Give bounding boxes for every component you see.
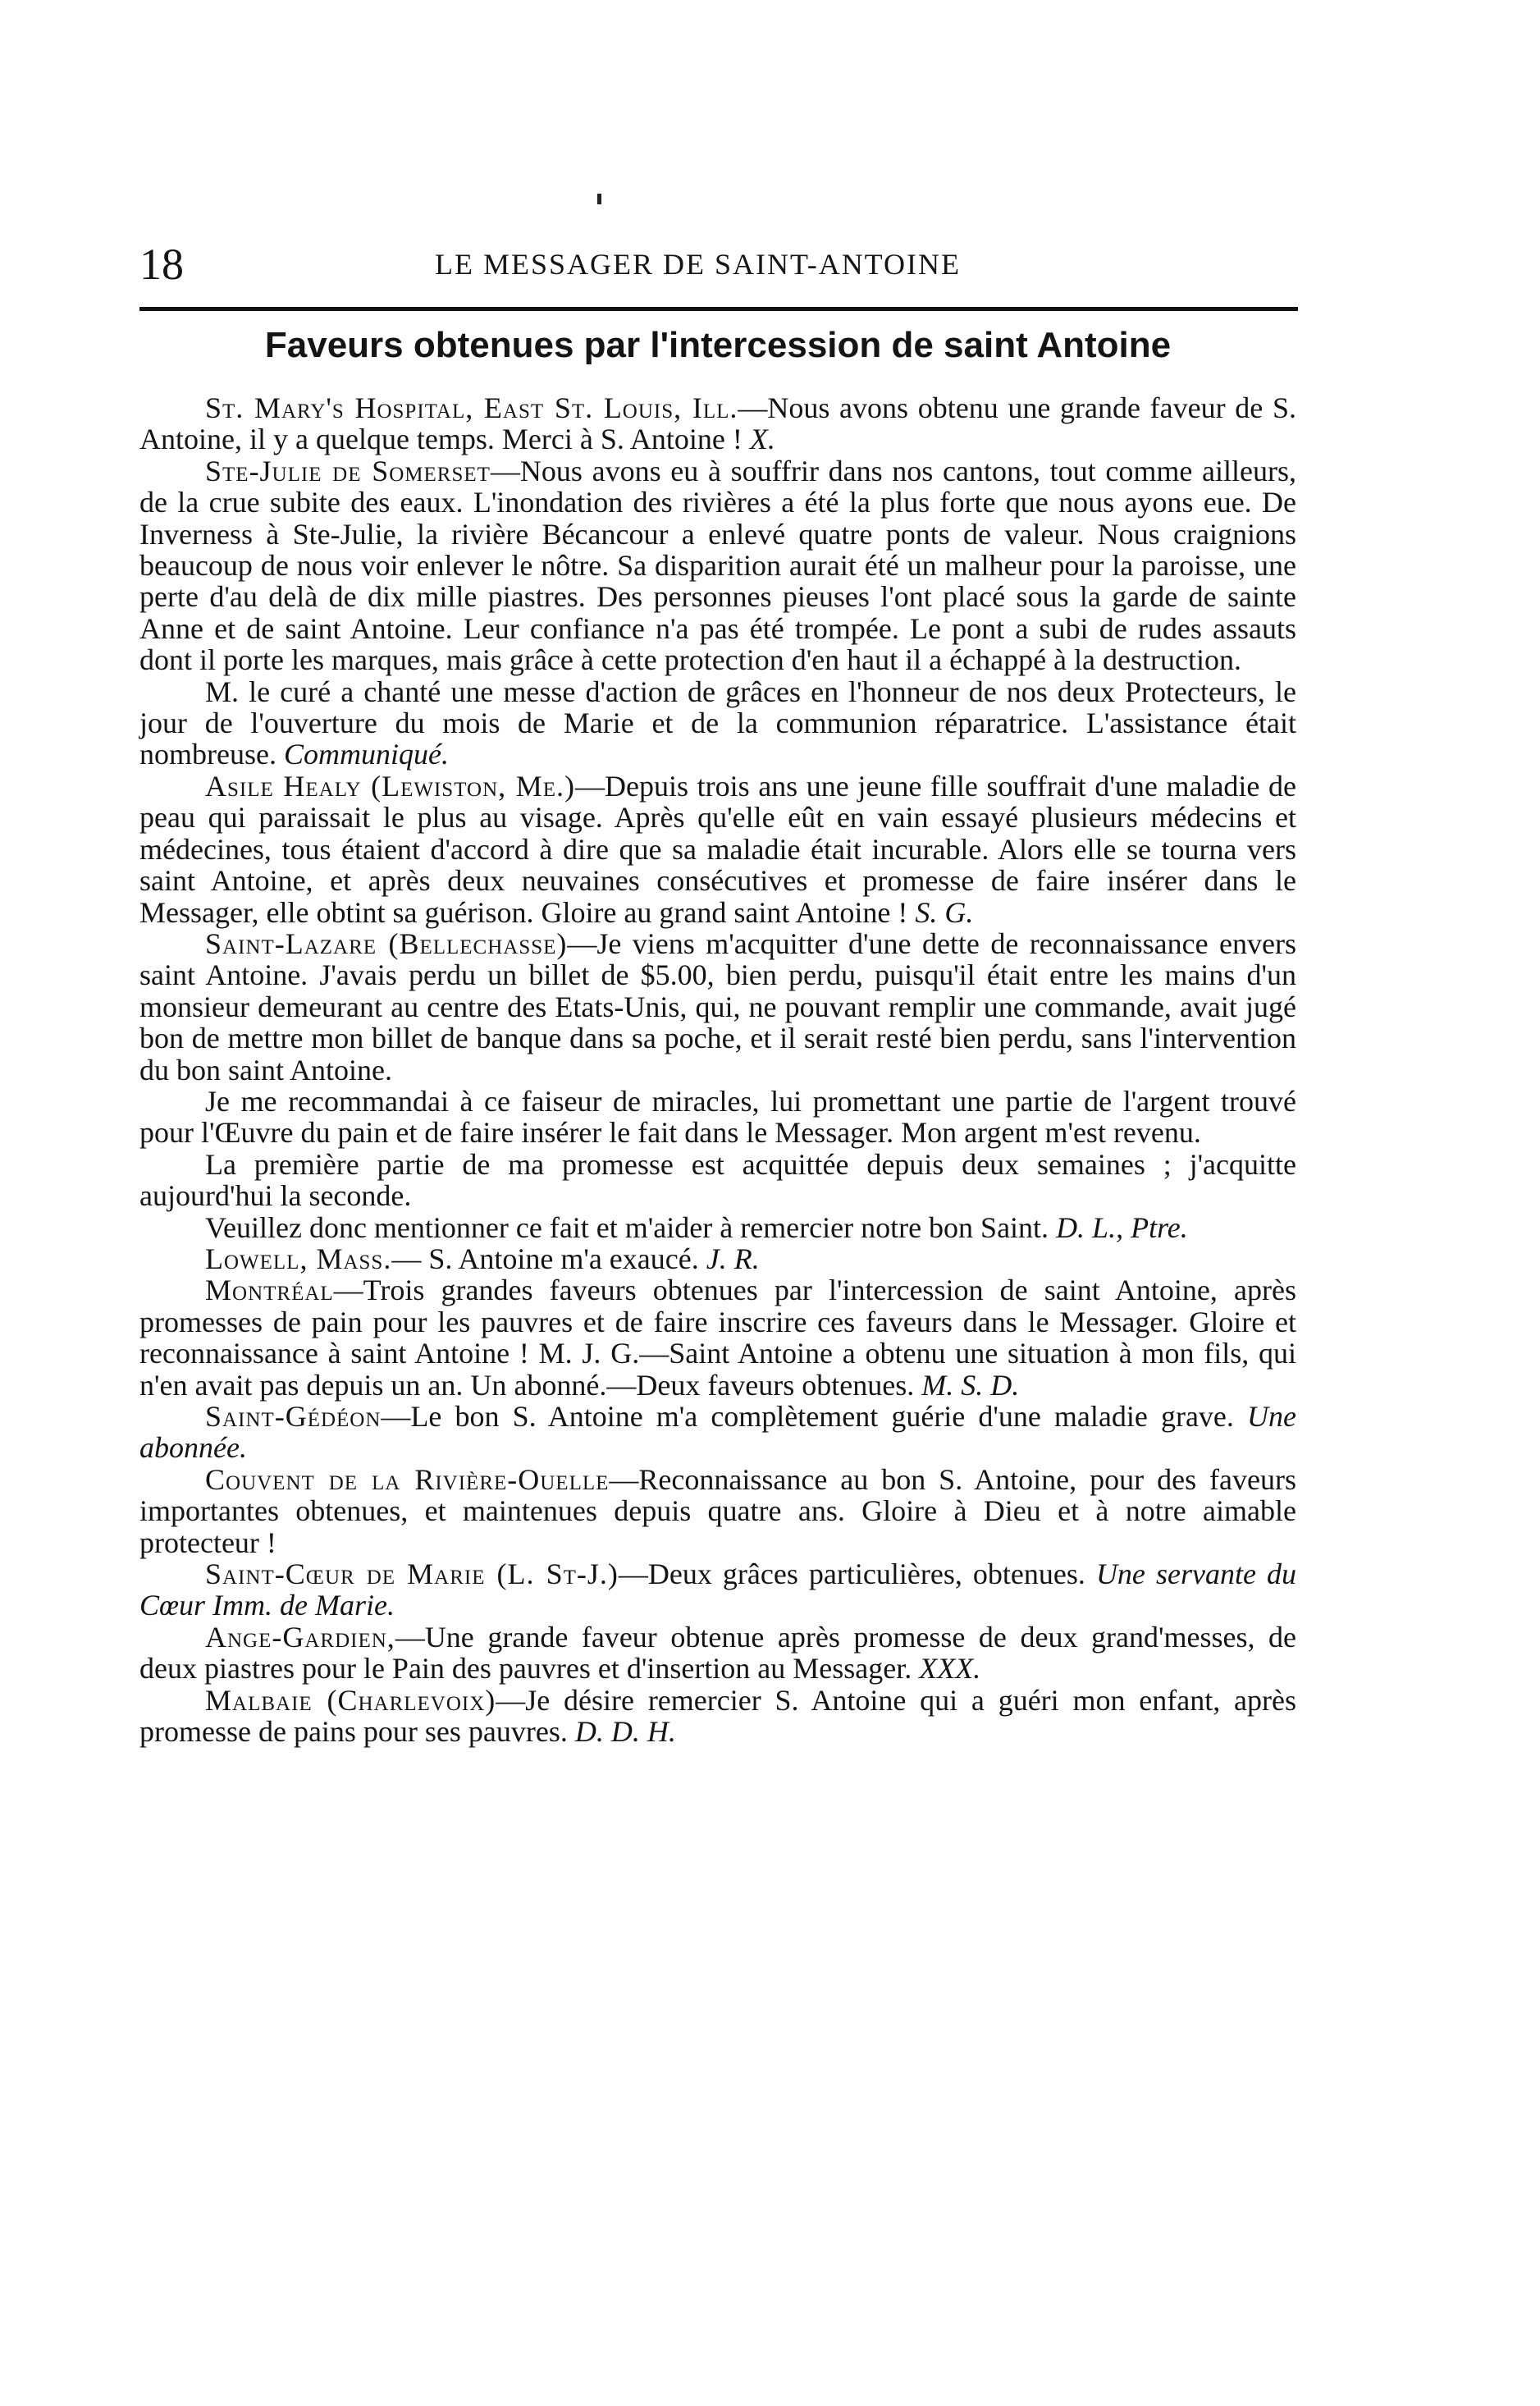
entry-signature: M. S. D. xyxy=(921,1368,1020,1402)
entry-place: Asile Healy (Lewiston, Me.) xyxy=(205,769,575,803)
entry-signature: D. L., Ptre. xyxy=(1056,1210,1188,1244)
entry-paragraph xyxy=(139,1243,1296,1274)
entry-text: —Je désire remercier S. Antoine qui a guéri mon enfant, après promesse de pains pour ses pauvres. xyxy=(139,1683,1296,1749)
entry-paragraph xyxy=(139,771,1296,928)
entry-text: M. le curé a chanté une messe d'action de grâces en l'honneur de nos deux Protecteurs, le jour de l'ouverture du mois de Marie et de la communion réparatrice. L'assistance était nombreuse. xyxy=(139,675,1296,771)
entry-signature: Une abonnée. xyxy=(139,1400,1296,1465)
entry-paragraph xyxy=(139,1464,1296,1558)
entry-text: —Deux grâces particulières, obtenues. xyxy=(618,1557,1085,1591)
entry-signature: S. G. xyxy=(915,895,974,929)
entry-place: Couvent de la Rivière-Ouelle xyxy=(205,1462,610,1496)
entry-text: —Une grande faveur obtenue après promesse de deux grand'messes, de deux piastres pour le Pain des pauvres et d'insertion au Messager. xyxy=(139,1620,1296,1686)
entry-signature: Une servante du Cœur Imm. de Marie. xyxy=(139,1557,1297,1622)
entry-place: Ste-Julie de Somerset xyxy=(205,454,491,487)
entry-paragraph xyxy=(139,1212,1296,1243)
section-title: Faveurs obtenues par l'intercession de saint Antoine xyxy=(264,325,1172,365)
entry-place: Saint-Cœur de Marie (L. St-J.) xyxy=(205,1557,619,1591)
entry-paragraph xyxy=(139,1401,1296,1464)
entry-place: Malbaie (Charlevoix) xyxy=(205,1683,496,1717)
entry-text: —Trois grandes faveurs obtenues par l'intercession de saint Antoine, après promesses de pain pour les pauvres et de faire inscrire ces faveurs dans le Messager. Gloire et reconnaissance à saint Antoine ! M. J. G.—Saint Antoine a obtenu une situation à mon fils, qui n'en avait pas depuis un an. Un abonné.—Deux faveurs obtenues. xyxy=(139,1274,1296,1402)
entry-signature: X. xyxy=(749,423,775,456)
entry-text: —Nous avons eu à souffrir dans nos cantons, tout comme ailleurs, de la crue subite des eaux. L'inondation des rivières a été la plus forte que nous ayons eue. De Inverness à Ste-Julie, la rivière Bécancour a enlevé quatre ponts de valeur. Nous craignions beaucoup de nous voir enlever le nôtre. Sa disparition aurait été un malheur pour la paroisse, une perte d'au delà de dix mille piastres. Des personnes pieuses l'ont placé sous la garde de sainte Anne et de saint Antoine. Leur confiance n'a pas été trompée. Le pont a subi de rudes assauts dont il porte les marques, mais grâce à cette protection d'en haut il a échappé à la destruction. xyxy=(139,454,1296,677)
entry-place: Montréal xyxy=(205,1274,334,1307)
entry-place: Saint-Gédéon xyxy=(205,1400,382,1433)
entry-signature: Communiqué. xyxy=(283,738,449,771)
entry-text: Je me recommandai à ce faiseur de miracles, lui promettant une partie de l'argent trouvé pour l'Œuvre du pain et de faire insérer le fait dans le Messager. Mon argent m'est revenu. xyxy=(139,1084,1296,1150)
entry-text: —Depuis trois ans une jeune fille souffrait d'une maladie de peau qui paraissait le plus au visage. Après qu'elle eût en vain essayé plusieurs médecins et médecines, tous étaient d'accord à dire que sa maladie était incurable. Alors elle se tourna vers saint Antoine, et après deux neuvaines consécutives et promesse de faire insérer dans le Messager, elle obtint sa guérison. Gloire au grand saint Antoine ! xyxy=(139,769,1296,929)
entry-paragraph xyxy=(139,1558,1296,1622)
entry-text: —Je viens m'acquitter d'une dette de reconnaissance envers saint Antoine. J'avais perdu un billet de $5.00, bien perdu, puisqu'il était entre les mains d'un monsieur demeurant au centre des Etats-Unis, qui, ne pouvant remplir une commande, avait jugé bon de mettre mon billet de banque dans sa poche, et il serait resté bien perdu, sans l'intervention du bon saint Antoine. xyxy=(139,926,1296,1086)
entry-signature: XXX. xyxy=(919,1652,981,1686)
entry-paragraph xyxy=(139,1622,1296,1685)
entry-place: St. Mary's Hospital, East St. Louis, Ill. xyxy=(205,391,738,424)
page-header xyxy=(139,235,1296,294)
entry-place: Ange-Gardien, xyxy=(205,1620,395,1654)
entry-text: — S. Antoine m'a exaucé. xyxy=(391,1242,699,1275)
entry-signature: D. D. H. xyxy=(574,1715,676,1749)
page-number: 18 xyxy=(139,240,184,289)
entry-paragraph xyxy=(139,928,1296,1086)
entry-text: —Reconnaissance au bon S. Antoine, pour des faveurs importantes obtenues, et maintenues depuis quatre ans. Gloire à Dieu et à notre aimable protecteur ! xyxy=(139,1462,1296,1559)
entry-paragraph xyxy=(139,455,1296,676)
article-body xyxy=(139,392,1296,1747)
running-title: LE MESSAGER DE SAINT-ANTOINE xyxy=(435,248,961,281)
entry-paragraph xyxy=(139,676,1296,771)
print-mark xyxy=(597,194,601,204)
entry-place: Lowell, Mass. xyxy=(205,1242,392,1275)
entry-paragraph xyxy=(139,1086,1296,1149)
entry-signature: J. R. xyxy=(706,1242,760,1275)
entry-paragraph xyxy=(139,1685,1296,1748)
entry-text: Veuillez donc mentionner ce fait et m'aider à remercier notre bon Saint. xyxy=(205,1210,1049,1244)
entry-text: —Le bon S. Antoine m'a complètement guérie d'une maladie grave. xyxy=(381,1400,1234,1433)
entry-paragraph xyxy=(139,392,1296,455)
entry-paragraph xyxy=(139,1149,1296,1212)
entry-text: —Nous avons obtenu une grande faveur de S. Antoine, il y a quelque temps. Merci à S. Antoine ! xyxy=(139,391,1296,456)
entry-place: Saint-Lazare (Bellechasse) xyxy=(205,926,568,960)
header-rule xyxy=(139,307,1298,311)
entry-text: La première partie de ma promesse est acquittée depuis deux semaines ; j'acquitte aujourd'hui la seconde. xyxy=(139,1147,1296,1213)
entry-paragraph xyxy=(139,1274,1296,1401)
